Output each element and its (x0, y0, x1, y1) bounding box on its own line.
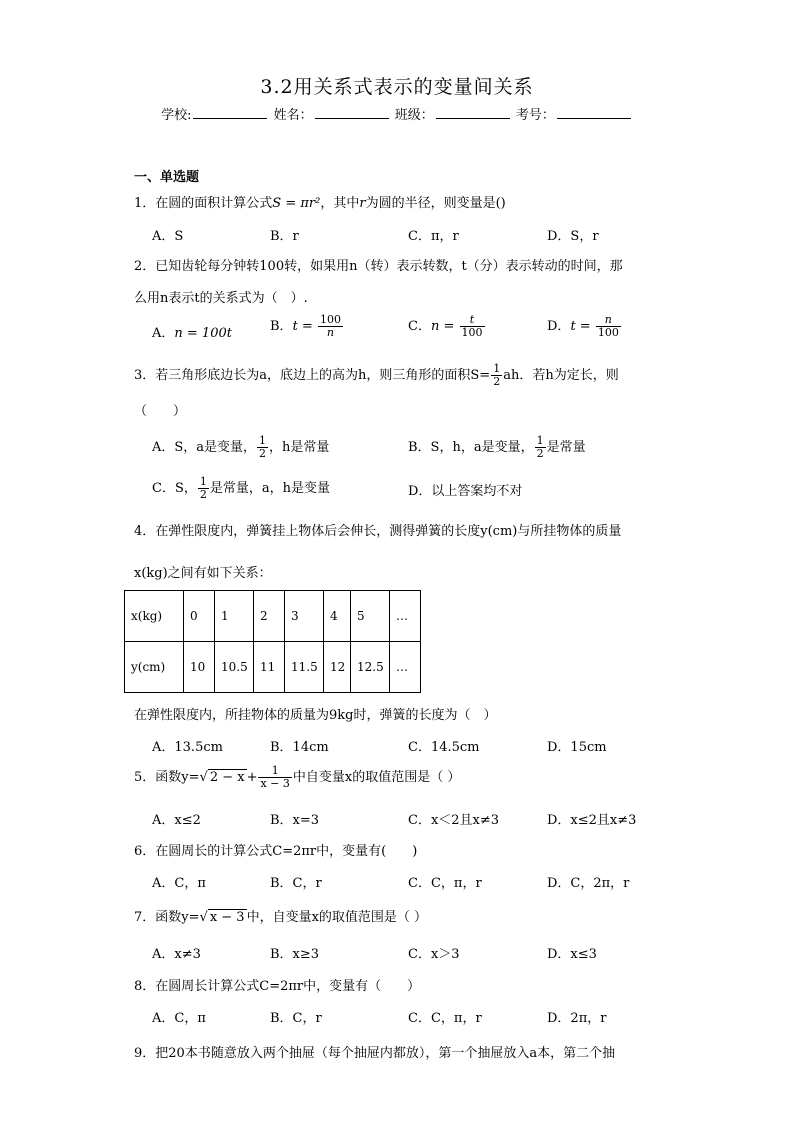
table-cell: 3 (285, 591, 324, 642)
q2-c-num: t (460, 314, 485, 327)
class-blank[interactable] (436, 106, 510, 119)
q7-stem (134, 906, 427, 925)
q1-stem-a: 1．在圆的面积计算公式 (134, 196, 273, 211)
q9-line-1: 9．把20本书随意放入两个抽屉（每个抽屉内都放），第一个抽屉放入a本，第二个抽 (134, 1046, 616, 1061)
table-cell: 1 (215, 591, 254, 642)
q2-option-d[interactable] (547, 314, 622, 339)
table-cell: 4 (324, 591, 351, 642)
q4-option-b[interactable]: B．14cm (270, 740, 329, 755)
table-cell: 10 (184, 642, 215, 693)
q6-stem: 6．在圆周长的计算公式C=2πr中，变量有( ) (134, 844, 418, 859)
q7-radicand: x − 3 (209, 910, 245, 925)
class-label: 班级： (394, 108, 434, 123)
q3-c-part2: 是常量，a，h是变量 (209, 481, 330, 496)
q3-half-fraction (491, 363, 502, 388)
q3-a-num: 1 (259, 434, 267, 447)
q6-option-b[interactable]: B．C，r (270, 876, 322, 891)
q3-option-b[interactable] (408, 435, 586, 460)
q1-var-r: r (359, 196, 366, 211)
q3-b-num: 1 (536, 434, 544, 447)
q3-option-c[interactable] (152, 476, 330, 501)
q2-a-label: A． (152, 326, 175, 341)
table-cell: y(cm) (125, 642, 184, 693)
q2-b-label: B． (270, 319, 293, 334)
name-label: 姓名： (273, 108, 313, 123)
q2-b-fraction (318, 314, 343, 339)
q3-line1b: ah．若h为定长，则 (503, 368, 619, 383)
q2-option-b[interactable] (270, 314, 344, 339)
table-cell: … (390, 642, 421, 693)
q3-c-fraction (198, 476, 209, 501)
q4-option-a[interactable]: A．13.5cm (152, 740, 223, 755)
q6-option-d[interactable]: D．C，2π，r (547, 876, 630, 891)
q3-half-den: 2 (493, 375, 501, 388)
q3-c-num: 1 (199, 475, 207, 488)
q4-line-1: 4．在弹性限度内，弹簧挂上物体后会伸长，测得弹簧的长度y(cm)与所挂物体的质量 (134, 524, 622, 539)
q2-c-fraction (460, 314, 485, 339)
q7-option-a[interactable]: A．x≠3 (152, 947, 201, 962)
table-cell: … (390, 591, 421, 642)
q2-d-den: 100 (597, 326, 619, 339)
q5-stem-a: 5．函数y= (134, 770, 200, 785)
q3-line-1 (134, 363, 619, 388)
q2-d-lhs: t = (570, 319, 591, 334)
q5-radicand: 2 − x (209, 770, 245, 785)
q3-c-part1: C．S， (152, 481, 197, 496)
table-cell: x(kg) (125, 591, 184, 642)
q2-b-num: 100 (319, 313, 341, 326)
q3-line-2: （ ） (134, 404, 187, 419)
q8-stem: 8．在圆周长计算公式C=2πr中，变量有（ ） (134, 979, 421, 994)
q2-d-label: D． (547, 319, 571, 334)
q7-stem-a: 7．函数y= (134, 910, 200, 925)
q8-option-c[interactable]: C．C，π，r (408, 1011, 482, 1026)
number-blank[interactable] (557, 106, 631, 119)
student-info-line (0, 104, 794, 123)
q7-stem-b: 中，自变量x的取值范围是（ ） (246, 910, 428, 925)
table-cell: 0 (184, 591, 215, 642)
school-label: 学校: (161, 108, 192, 123)
table-cell: 10.5 (215, 642, 254, 693)
q5-num: 1 (258, 765, 291, 778)
q5-option-a[interactable]: A．x≤2 (152, 813, 201, 828)
sqrt-icon: √ (199, 770, 208, 785)
q3-a-fraction (257, 435, 268, 460)
q2-option-a[interactable] (152, 322, 232, 341)
q4-line-3: 在弹性限度内，所挂物体的质量为9kg时，弹簧的长度为（ ） (134, 708, 497, 723)
q5-stem (134, 765, 460, 790)
q2-c-lhs: n = (430, 319, 455, 334)
number-label: 考号： (515, 108, 555, 123)
q2-c-label: C． (408, 319, 431, 334)
question-1-stem (134, 192, 506, 211)
q3-half-num: 1 (493, 362, 501, 375)
q3-c-den: 2 (199, 488, 207, 501)
sqrt-icon: √ (199, 910, 208, 925)
q6-option-c[interactable]: C．C，π，r (408, 876, 482, 891)
q3-option-a[interactable] (152, 435, 329, 460)
q7-option-d[interactable]: D．x≤3 (547, 947, 597, 962)
q1-option-c[interactable]: C．π，r (408, 229, 459, 244)
q8-option-a[interactable]: A．C，π (152, 1011, 206, 1026)
q5-option-d[interactable]: D．x≤2且x≠3 (547, 813, 637, 828)
q2-a-formula: n = 100t (174, 326, 232, 341)
q5-option-c[interactable]: C．x＜2且x≠3 (408, 813, 500, 828)
q1-option-a[interactable]: A．S (152, 229, 184, 244)
section-heading: 一、单选题 (134, 170, 200, 185)
q5-den: x − 3 (260, 777, 290, 790)
q2-d-num: n (596, 314, 621, 327)
q5-stem-b: 中自变量x的取值范围是（ ） (292, 770, 461, 785)
q2-b-den: n (326, 326, 334, 339)
q2-option-c[interactable] (408, 314, 486, 339)
q2-d-fraction (596, 314, 621, 339)
q3-b-den: 2 (536, 447, 544, 460)
q5-fraction (258, 765, 291, 790)
q3-b-part1: B．S，h，a是变量， (408, 440, 534, 455)
table-cell: 11.5 (285, 642, 324, 693)
q3-b-part2: 是常量 (546, 440, 586, 455)
q5-plus: + (246, 770, 258, 785)
q3-line1a: 3．若三角形底边长为a，底边上的高为h，则三角形的面积S= (134, 368, 491, 383)
q4-line-2: x(kg)之间有如下关系： (134, 566, 272, 581)
q1-option-b[interactable]: B．r (270, 229, 299, 244)
table-cell: 2 (254, 591, 285, 642)
school-blank[interactable] (193, 106, 267, 119)
table-cell: 12 (324, 642, 351, 693)
table-cell: 12.5 (351, 642, 390, 693)
name-blank[interactable] (315, 106, 389, 119)
q4-option-d[interactable]: D．15cm (547, 740, 607, 755)
q3-option-d[interactable]: D．以上答案均不对 (408, 484, 523, 499)
q1-stem-c: 为圆的半径，则变量是() (365, 196, 506, 211)
q7-option-b[interactable]: B．x≥3 (270, 947, 320, 962)
q4-option-c[interactable]: C．14.5cm (408, 740, 480, 755)
q2-b-lhs: t = (292, 319, 313, 334)
q3-a-part2: ，h是常量 (269, 440, 330, 455)
q5-option-b[interactable]: B．x=3 (270, 813, 320, 828)
q1-formula: S = πr² (272, 196, 321, 211)
q8-option-d[interactable]: D．2π，r (547, 1011, 607, 1026)
q3-a-den: 2 (259, 447, 267, 460)
table-cell: 11 (254, 642, 285, 693)
q1-option-d[interactable]: D．S，r (547, 229, 599, 244)
page-title: 3.2用关系式表示的变量间关系 (260, 76, 534, 98)
table-row (125, 642, 421, 693)
table-cell: 5 (351, 591, 390, 642)
q3-a-part1: A．S，a是变量， (152, 440, 257, 455)
q3-b-fraction (535, 435, 546, 460)
q2-c-den: 100 (461, 326, 483, 339)
q2-line-1: 2．已知齿轮每分钟转100转，如果用n（转）表示转数，t（分）表示转动的时间，那 (134, 259, 623, 274)
table-row (125, 591, 421, 642)
q4-data-table (124, 590, 421, 693)
q1-stem-b: ，其中 (320, 196, 360, 211)
q6-option-a[interactable]: A．C，π (152, 876, 206, 891)
q2-line-2: 么用n表示t的关系式为（ ）. (134, 291, 308, 306)
q8-option-b[interactable]: B．C，r (270, 1011, 322, 1026)
q7-option-c[interactable]: C．x＞3 (408, 947, 460, 962)
